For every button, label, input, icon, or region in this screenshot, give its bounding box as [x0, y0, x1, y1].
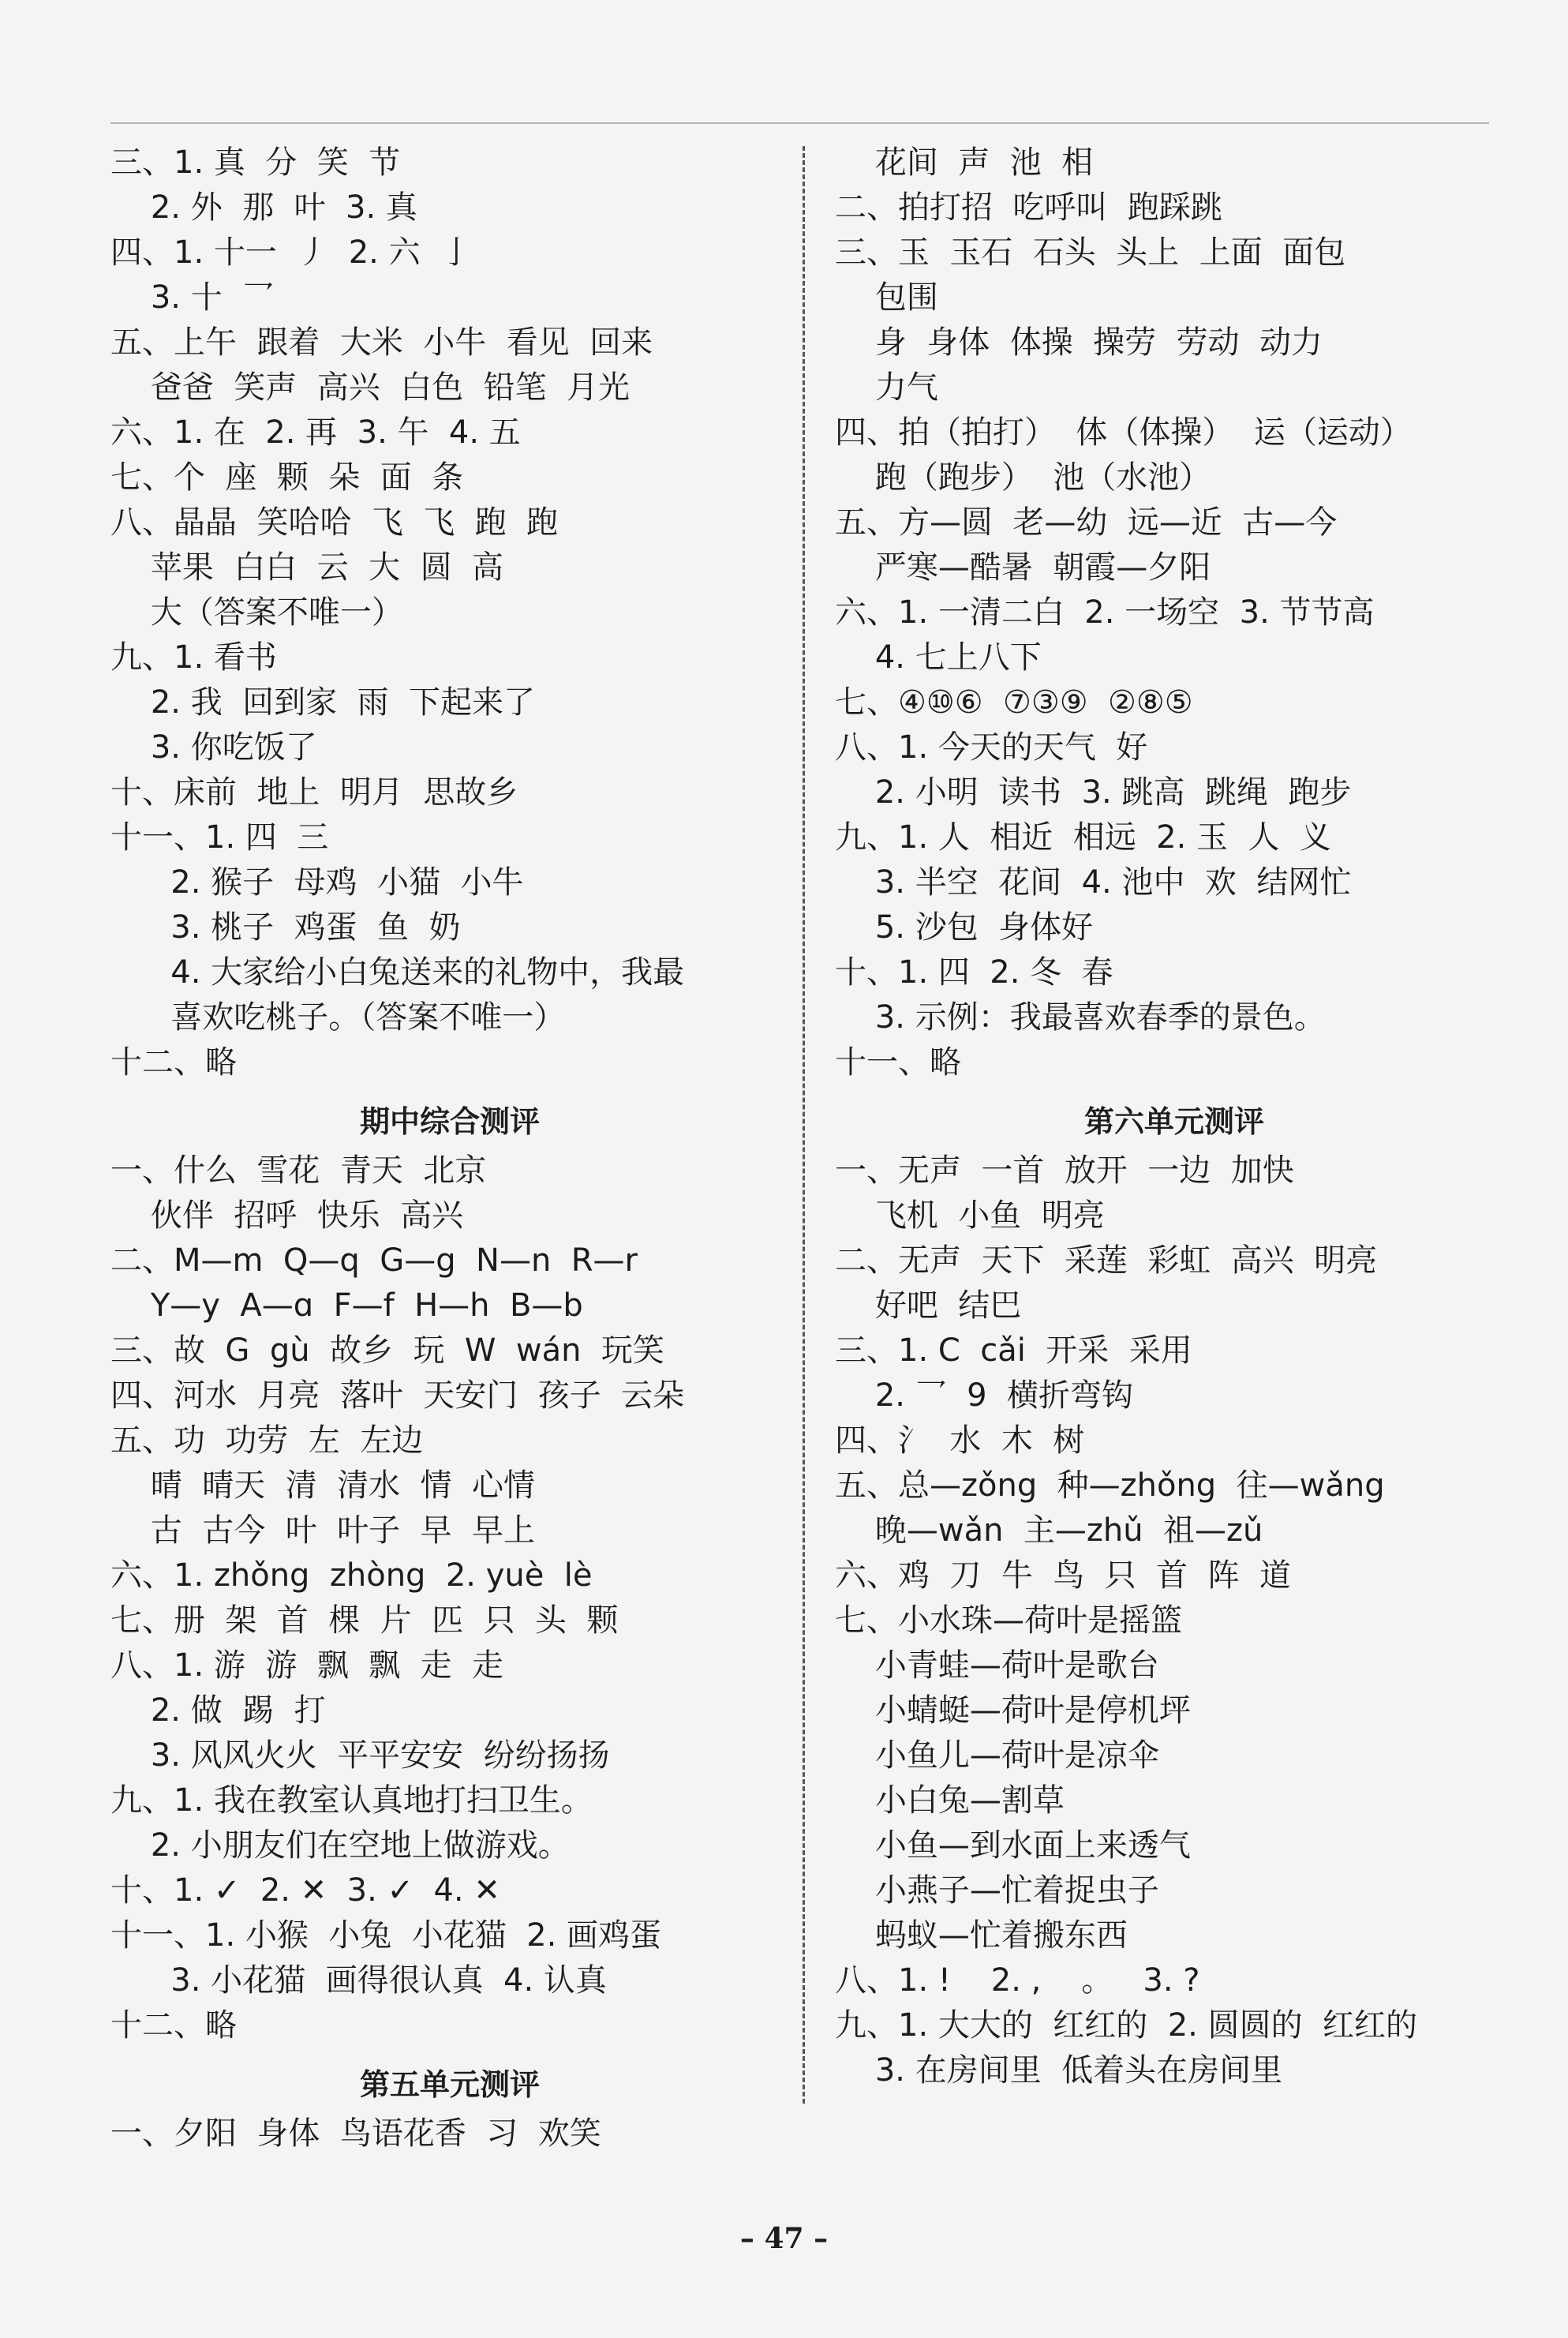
answer-line: 十、床前 地上 明月 思故乡: [110, 774, 518, 811]
answer-line: 大（答案不唯一）: [110, 594, 403, 631]
top-rule: [110, 122, 1489, 124]
answer-line: 八、1. ! 2. , 。 3. ?: [835, 1962, 1200, 1999]
answer-line: 飞机 小鱼 明亮: [835, 1197, 1105, 1234]
answer-line: 八、1. 游 游 飘 飘 走 走: [110, 1647, 504, 1684]
answer-line: 3. 十 乛: [110, 279, 275, 316]
answer-line: 五、上午 跟着 大米 小牛 看见 回来: [110, 324, 653, 361]
answer-line: 十一、1. 小猴 小兔 小花猫 2. 画鸡蛋: [110, 1917, 662, 1954]
answer-line: 蚂蚁—忙着搬东西: [835, 1917, 1128, 1954]
answer-line: 六、1. 一清二白 2. 一场空 3. 节节高: [835, 594, 1375, 631]
answer-line: 七、小水珠—荷叶是摇篮: [835, 1602, 1182, 1639]
column-divider: [803, 146, 805, 2104]
answer-line: 身 身体 体操 操劳 劳动 动力: [835, 324, 1323, 361]
answer-line: 五、总—zǒng 种—zhǒng 往—wǎng: [835, 1467, 1385, 1504]
answer-line: 七、册 架 首 棵 片 匹 只 头 颗: [110, 1602, 619, 1639]
answer-line: 爸爸 笑声 高兴 白色 铅笔 月光: [110, 369, 631, 406]
answer-line: 5. 沙包 身体好: [835, 909, 1094, 946]
answer-line: 2. 小明 读书 3. 跳高 跳绳 跑步: [835, 774, 1352, 811]
section-heading: 第五单元测评: [359, 2067, 540, 2102]
answer-line: 伙伴 招呼 快乐 高兴: [110, 1197, 464, 1234]
answer-line: 古 古今 叶 叶子 早 早上: [110, 1512, 536, 1549]
answer-line: 小白兔—割草: [835, 1782, 1065, 1819]
answer-line: 十一、略: [835, 1044, 961, 1081]
answer-line: 一、无声 一首 放开 一边 加快: [835, 1152, 1294, 1189]
answer-line: 六、鸡 刀 牛 鸟 只 首 阵 道: [835, 1557, 1292, 1594]
answer-line: 一、什么 雪花 青天 北京: [110, 1152, 487, 1189]
answer-line: 七、个 座 颗 朵 面 条: [110, 459, 464, 496]
answer-line: 九、1. 看书: [110, 639, 277, 676]
section-heading: 第六单元测评: [1083, 1104, 1264, 1139]
answer-line: 四、1. 十一 丿 2. 六 亅: [110, 234, 473, 271]
answer-line: 六、1. 在 2. 再 3. 午 4. 五: [110, 414, 521, 451]
answer-line: 九、1. 我在教室认真地打扫卫生。: [110, 1782, 593, 1819]
answer-line: 三、玉 玉石 石头 头上 上面 面包: [835, 234, 1346, 271]
section-heading: 期中综合测评: [359, 1104, 540, 1139]
answer-line: 晴 晴天 清 清水 情 心情: [110, 1467, 536, 1504]
right-column: [835, 141, 1514, 2093]
answer-line: 六、1. zhǒng zhòng 2. yuè lè: [110, 1557, 593, 1594]
answer-line: 二、M—m Q—q G—g N—n R—r: [110, 1242, 638, 1279]
answer-line: 十二、略: [110, 1044, 237, 1081]
answer-line: 十一、1. 四 三: [110, 819, 329, 856]
answer-line: 小鱼—到水面上来透气: [835, 1827, 1191, 1864]
answer-line: 2. 猴子 母鸡 小猫 小牛: [110, 864, 524, 901]
answer-line: 九、1. 人 相近 相远 2. 玉 人 义: [835, 819, 1331, 856]
answer-line: 四、河水 月亮 落叶 天安门 孩子 云朵: [110, 1377, 685, 1414]
answer-line: 包围: [835, 279, 938, 316]
answer-line: 2. 乛 9 横折弯钩: [835, 1377, 1134, 1414]
answer-line: 4. 大家给小白兔送来的礼物中，我最: [110, 954, 685, 991]
answer-line: 严寒—酷暑 朝霞—夕阳: [835, 549, 1211, 586]
left-column: [110, 141, 789, 2156]
answer-line: 好吧 结巴: [835, 1287, 1022, 1324]
answer-line: 4. 七上八下: [835, 639, 1042, 676]
answer-line: 三、1. 真 分 笑 节: [110, 144, 401, 181]
answer-line: 小青蛙—荷叶是歌台: [835, 1647, 1159, 1684]
answer-line: 二、无声 天下 采莲 彩虹 高兴 明亮: [835, 1242, 1378, 1279]
answer-line: 五、方—圆 老—幼 远—近 古—今: [835, 504, 1338, 541]
answer-line: 十二、略: [110, 2007, 237, 2044]
answer-line: 小鱼儿—荷叶是凉伞: [835, 1737, 1159, 1774]
answer-line: 晚—wǎn 主—zhǔ 祖—zǔ: [835, 1512, 1263, 1549]
page-number: – 47 –: [739, 2222, 829, 2255]
answer-line: 三、故 G gù 故乡 玩 W wán 玩笑: [110, 1332, 664, 1369]
answer-line: 四、拍（拍打） 体（体操） 运（运动）: [835, 414, 1412, 451]
answer-line: 3. 示例：我最喜欢春季的景色。: [835, 999, 1326, 1036]
answer-line: 三、1. C cǎi 开采 采用: [835, 1332, 1192, 1369]
answer-line: 跑（跑步） 池（水池）: [835, 459, 1211, 496]
answer-line: 五、功 功劳 左 左边: [110, 1422, 424, 1459]
answer-line: 七、④⑩⑥ ⑦③⑨ ②⑧⑤: [835, 684, 1193, 721]
answer-line: 八、晶晶 笑哈哈 飞 飞 跑 跑: [110, 504, 559, 541]
answer-line: 2. 小朋友们在空地上做游戏。: [110, 1827, 570, 1864]
answer-line: 小燕子—忙着捉虫子: [835, 1872, 1159, 1909]
answer-line: 八、1. 今天的天气 好: [835, 729, 1148, 766]
answer-line: 3. 风风火火 平平安安 纷纷扬扬: [110, 1737, 610, 1774]
answer-line: 十、1. ✓ 2. ✕ 3. ✓ 4. ✕: [110, 1872, 500, 1909]
answer-line: 3. 桃子 鸡蛋 鱼 奶: [110, 909, 461, 946]
answer-line: 2. 做 踢 打: [110, 1692, 326, 1729]
answer-line: 3. 在房间里 低着头在房间里: [835, 2052, 1283, 2089]
answer-line: 力气: [835, 369, 938, 406]
answer-line: 3. 小花猫 画得很认真 4. 认真: [110, 1962, 607, 1999]
answer-line: 2. 我 回到家 雨 下起来了: [110, 684, 536, 721]
answer-line: 喜欢吃桃子。（答案不唯一）: [110, 999, 566, 1036]
answer-line: 四、氵 水 木 树: [835, 1422, 1085, 1459]
answer-line: 十、1. 四 2. 冬 春: [835, 954, 1113, 991]
answer-line: 花间 声 池 相: [835, 144, 1094, 181]
answer-line: 2. 外 那 叶 3. 真: [110, 189, 417, 226]
answer-line: 九、1. 大大的 红红的 2. 圆圆的 红红的: [835, 2007, 1418, 2044]
answer-line: 苹果 白白 云 大 圆 高: [110, 549, 504, 586]
answer-line: Y—y A—ɑ F—f H—h B—b: [110, 1287, 583, 1324]
answer-line: 一、夕阳 身体 鸟语花香 习 欢笑: [110, 2115, 601, 2152]
answer-line: 二、拍打招 吃呼叫 跑踩跳: [835, 189, 1222, 226]
answer-line: 3. 半空 花间 4. 池中 欢 结网忙: [835, 864, 1352, 901]
answer-line: 3. 你吃饭了: [110, 729, 317, 766]
answer-line: 小蜻蜓—荷叶是停机坪: [835, 1692, 1191, 1729]
